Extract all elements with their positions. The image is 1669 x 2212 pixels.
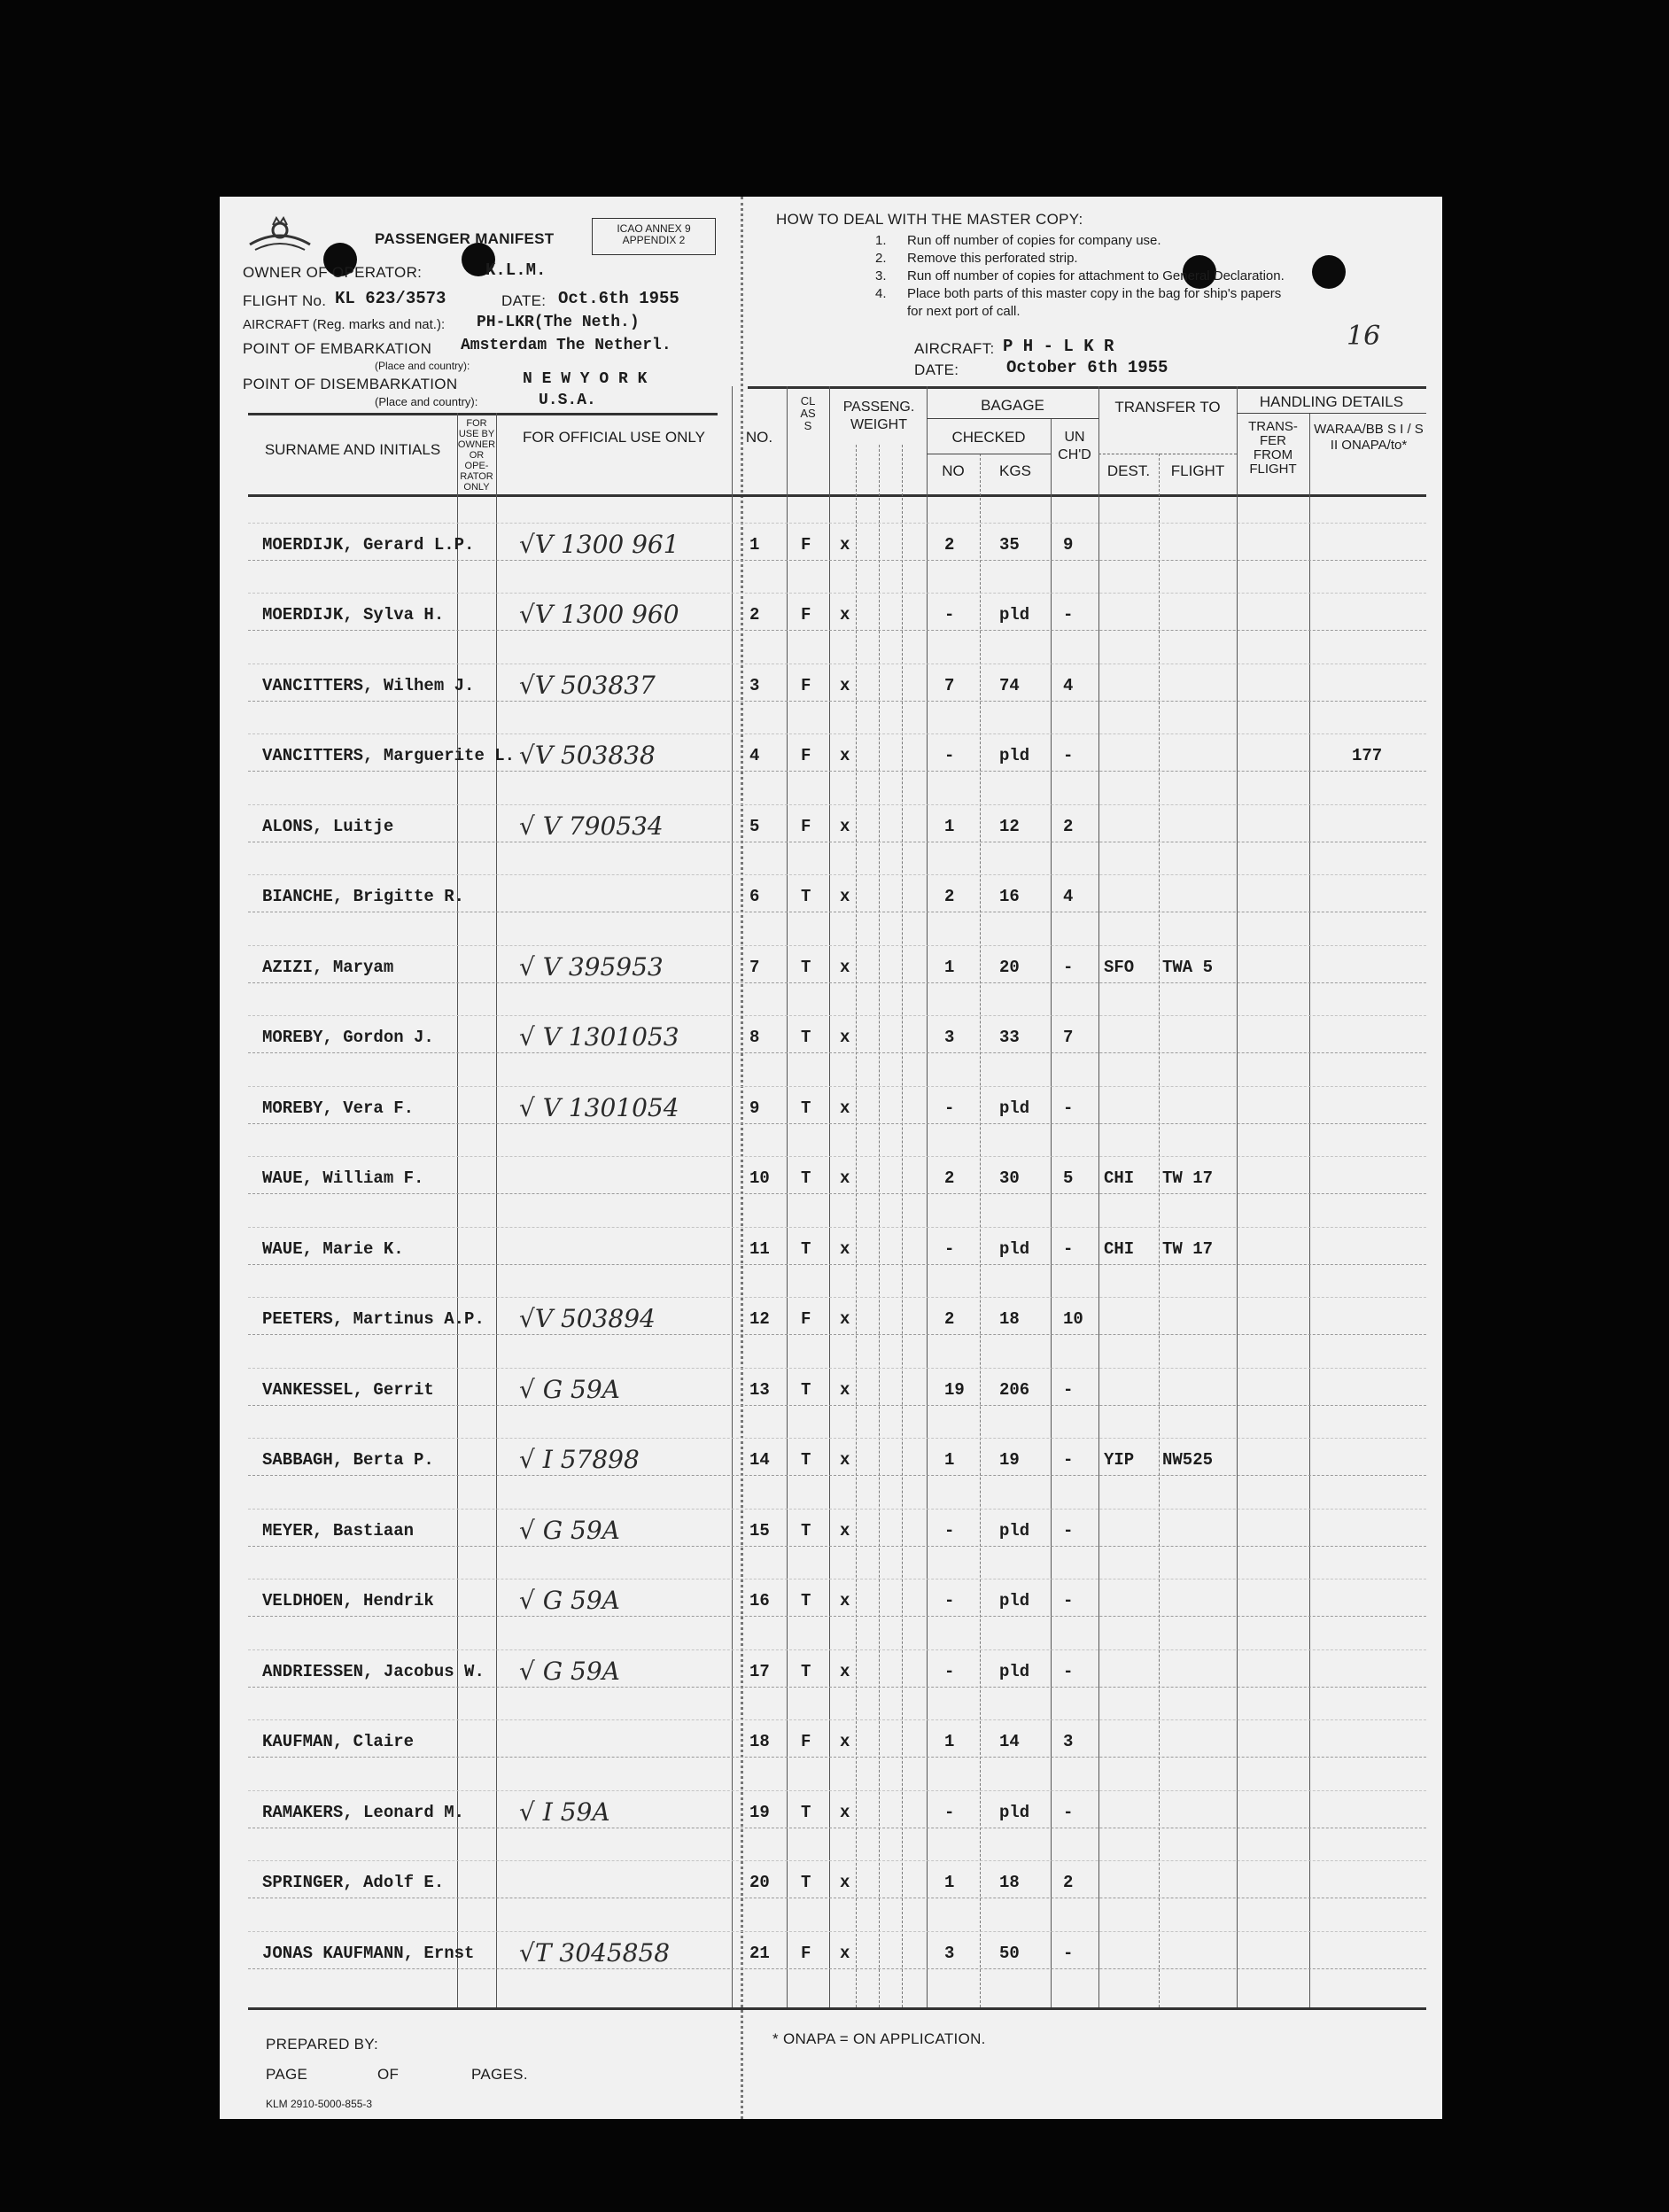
passenger-no: 9: [749, 1098, 760, 1118]
passenger-class: F: [801, 746, 811, 765]
passenger-weight-mark: x: [840, 1802, 850, 1822]
passenger-no: 18: [749, 1732, 770, 1751]
bag-unchecked: 3: [1063, 1732, 1074, 1751]
margin-note: 16: [1347, 321, 1381, 352]
date-label: DATE:: [501, 292, 547, 309]
passenger-weight-mark: x: [840, 1661, 850, 1681]
passenger-name: VANCITTERS, Marguerite L.: [262, 746, 516, 765]
passenger-weight-mark: x: [840, 887, 850, 906]
prepared-label: PREPARED BY:: [266, 2036, 379, 2053]
col-divider: [496, 413, 497, 2007]
instruction-item: 1. Run off number of copies for company use.: [875, 233, 1161, 248]
rule-right-top: [748, 386, 1426, 389]
passenger-no: 3: [749, 675, 760, 695]
passenger-no: 11: [749, 1238, 770, 1259]
bag-kgs: pld: [999, 746, 1030, 765]
disembark-city: N E W Y O R K: [523, 370, 648, 388]
bag-count: -: [944, 746, 955, 765]
onapa-note: * ONAPA = ON APPLICATION.: [772, 2030, 986, 2047]
bag-unchecked: 4: [1063, 675, 1074, 695]
passenger-weight-mark: x: [840, 675, 850, 695]
header-checked-kgs: KGS: [999, 462, 1031, 479]
row-mid-rule: [248, 874, 1426, 875]
passenger-weight-mark: x: [840, 1098, 850, 1118]
row-mid-rule: [248, 1719, 1426, 1720]
bag-count: 7: [944, 675, 955, 695]
rule-left-top: [248, 413, 718, 415]
passenger-weight-mark: x: [840, 1028, 850, 1047]
row-rule: [248, 1616, 1426, 1617]
passenger-no: 12: [749, 1309, 770, 1329]
bag-count: 2: [944, 1168, 955, 1188]
passenger-name: SPRINGER, Adolf E.: [262, 1873, 445, 1892]
official-use-entry: √V 503838: [519, 741, 656, 770]
official-use-entry: √V 1300 961: [519, 529, 679, 559]
bag-count: 3: [944, 1943, 955, 1963]
bag-kgs: pld: [999, 1238, 1030, 1259]
manifest-sheet: [220, 197, 1442, 2119]
bag-kgs: 19: [999, 1450, 1020, 1470]
col-divider: [1159, 454, 1160, 2007]
header-no: NO.: [745, 429, 773, 446]
passenger-name: RAMAKERS, Leonard M.: [262, 1802, 465, 1822]
annex-line2: APPENDIX 2: [622, 234, 686, 246]
form-title: PASSENGER MANIFEST: [375, 230, 555, 247]
header-sub-rule: [927, 418, 1098, 419]
passenger-name: ANDRIESSEN, Jacobus W.: [262, 1661, 485, 1681]
bag-count: -: [944, 1802, 955, 1822]
official-use-entry: √ G 59A: [519, 1586, 620, 1615]
official-use-entry: √V 1300 960: [519, 600, 679, 629]
header-official-use: FOR OFFICIAL USE ONLY: [523, 429, 705, 446]
passenger-class: F: [801, 675, 811, 695]
passenger-class: F: [801, 605, 811, 625]
bag-unchecked: -: [1063, 1238, 1074, 1259]
passenger-no: 21: [749, 1943, 770, 1963]
flight-value: KL 623/3573: [335, 289, 446, 308]
official-use-entry: √ I 59A: [519, 1797, 610, 1827]
official-use-entry: √ V 1301053: [519, 1022, 679, 1052]
disembark-sub: (Place and country):: [375, 395, 478, 408]
bag-count: 1: [944, 1732, 955, 1751]
passenger-class: T: [801, 1450, 811, 1470]
passenger-no: 1: [749, 534, 760, 555]
passenger-no: 5: [749, 816, 760, 836]
passenger-no: 8: [749, 1028, 760, 1047]
header-checked-no: NO: [942, 462, 965, 479]
row-rule: [248, 982, 1426, 983]
bag-count: -: [944, 605, 955, 625]
passenger-weight-mark: x: [840, 1379, 850, 1400]
bag-count: -: [944, 1238, 955, 1259]
pages-label: PAGES.: [471, 2066, 528, 2083]
passenger-no: 2: [749, 605, 760, 625]
transfer-dest: CHI: [1104, 1168, 1135, 1188]
bag-unchecked: 7: [1063, 1028, 1074, 1047]
bag-unchecked: -: [1063, 1802, 1074, 1822]
passenger-weight-mark: x: [840, 534, 850, 555]
bag-count: -: [944, 1591, 955, 1610]
passenger-weight-mark: x: [840, 1520, 850, 1541]
klm-crown-logo: [246, 214, 314, 260]
header-bottom-rule: [248, 494, 1426, 497]
annex-box: [592, 218, 716, 255]
official-use-entry: √ G 59A: [519, 1374, 620, 1404]
header-class: CLASS: [800, 394, 816, 432]
row-rule: [248, 1334, 1426, 1335]
header-weight: PASSENG. WEIGHT: [842, 400, 915, 432]
bag-count: 3: [944, 1028, 955, 1047]
official-use-entry: √ V 1301054: [519, 1092, 679, 1122]
passenger-class: T: [801, 1802, 811, 1822]
transfer-dest: CHI: [1104, 1238, 1135, 1259]
header-transfer: TRANSFER TO: [1114, 399, 1221, 415]
passenger-name: ALONS, Luitje: [262, 816, 394, 836]
row-mid-rule: [248, 804, 1426, 805]
passenger-name: WAUE, Marie K.: [262, 1238, 404, 1259]
passenger-class: T: [801, 1591, 811, 1610]
transfer-flight: TWA 5: [1162, 957, 1214, 977]
row-mid-rule: [248, 1297, 1426, 1298]
row-mid-rule: [248, 1227, 1426, 1228]
punch-hole-4: [1312, 255, 1346, 289]
official-use-entry: √T 3045858: [519, 1937, 671, 1968]
passenger-weight-mark: x: [840, 1873, 850, 1892]
bag-kgs: 18: [999, 1309, 1020, 1329]
bag-kgs: pld: [999, 1098, 1030, 1118]
row-rule: [248, 560, 1426, 561]
bag-count: 1: [944, 1450, 955, 1470]
row-rule: [248, 1687, 1426, 1688]
disembark-label: POINT OF DISEMBARKATION: [243, 376, 458, 392]
form-code: KLM 2910-5000-855-3: [266, 2098, 373, 2110]
bag-kgs: 30: [999, 1168, 1020, 1188]
official-use-entry: √V 503894: [519, 1304, 656, 1333]
passenger-no: 16: [749, 1591, 770, 1610]
header-dest: DEST.: [1106, 462, 1151, 479]
bag-unchecked: -: [1063, 1450, 1074, 1470]
passenger-name: WAUE, William F.: [262, 1168, 424, 1188]
passenger-weight-mark: x: [840, 1591, 850, 1610]
passenger-weight-mark: x: [840, 1450, 850, 1470]
passenger-no: 20: [749, 1873, 770, 1892]
passenger-name: SABBAGH, Berta P.: [262, 1450, 434, 1470]
aircraft-label: AIRCRAFT (Reg. marks and nat.):: [243, 317, 446, 332]
col-divider: [457, 413, 458, 2007]
bag-kgs: pld: [999, 1520, 1030, 1541]
row-mid-rule: [248, 593, 1426, 594]
passenger-weight-mark: x: [840, 605, 850, 625]
header-owner-use: FOR USE BY OWNER OR OPE- RATOR ONLY: [457, 418, 496, 493]
bag-unchecked: -: [1063, 605, 1074, 625]
page-label: PAGE: [266, 2066, 308, 2083]
row-rule: [248, 1757, 1426, 1758]
row-mid-rule: [248, 523, 1426, 524]
embark-label: POINT OF EMBARKATION: [243, 340, 432, 357]
bag-unchecked: -: [1063, 1098, 1074, 1118]
bag-count: 2: [944, 534, 955, 555]
col-divider: [1051, 418, 1052, 2007]
bag-unchecked: 9: [1063, 534, 1074, 555]
transfer-dest: SFO: [1104, 957, 1135, 977]
bag-kgs: pld: [999, 605, 1030, 625]
passenger-no: 13: [749, 1379, 770, 1400]
instructions-title: HOW TO DEAL WITH THE MASTER COPY:: [776, 211, 1083, 228]
passenger-name: MOERDIJK, Gerard L.P.: [262, 534, 475, 555]
bag-unchecked: 10: [1063, 1309, 1083, 1329]
passenger-class: T: [801, 1098, 811, 1118]
transfer-flight: TW 17: [1162, 1238, 1214, 1259]
passenger-name: BIANCHE, Brigitte R.: [262, 887, 465, 906]
passenger-name: KAUFMAN, Claire: [262, 1732, 415, 1751]
instr-date-value: October 6th 1955: [1006, 358, 1168, 377]
table-bottom-rule: [248, 2007, 1426, 2010]
passenger-class: T: [801, 1238, 811, 1259]
header-surname: SURNAME AND INITIALS: [264, 441, 441, 458]
passenger-class: T: [801, 957, 811, 977]
bag-kgs: 14: [999, 1732, 1020, 1751]
passenger-name: MOREBY, Vera F.: [262, 1098, 415, 1118]
transfer-flight: TW 17: [1162, 1168, 1214, 1188]
passenger-class: T: [801, 1379, 811, 1400]
bag-kgs: 50: [999, 1943, 1020, 1963]
passenger-class: T: [801, 1520, 811, 1541]
owner-label: OWNER OF OPERATOR:: [243, 264, 423, 281]
passenger-no: 6: [749, 887, 760, 906]
passenger-no: 15: [749, 1520, 770, 1541]
official-use-entry: √ G 59A: [519, 1656, 620, 1686]
row-mid-rule: [248, 1860, 1426, 1861]
date-value: Oct.6th 1955: [558, 289, 679, 308]
passenger-weight-mark: x: [840, 1168, 850, 1188]
bag-unchecked: -: [1063, 957, 1074, 977]
passenger-name: JONAS KAUFMANN, Ernst: [262, 1943, 475, 1963]
passenger-no: 14: [749, 1450, 770, 1470]
flight-label: FLIGHT No.: [243, 292, 327, 309]
instruction-item: 3. Run off number of copies for attachment to General Declaration.: [875, 268, 1285, 283]
passenger-class: T: [801, 1028, 811, 1047]
official-use-entry: √ G 59A: [519, 1515, 620, 1545]
passenger-name: MOERDIJK, Sylva H.: [262, 605, 445, 625]
row-rule: [248, 701, 1426, 702]
header-handling: HANDLING DETAILS: [1259, 393, 1404, 410]
handling-code: 177: [1352, 746, 1383, 765]
passenger-class: T: [801, 1873, 811, 1892]
row-mid-rule: [248, 1790, 1426, 1791]
official-use-entry: √ I 57898: [519, 1445, 640, 1474]
official-use-entry: √V 503837: [519, 670, 656, 700]
row-rule: [248, 1123, 1426, 1124]
perforation-line: [741, 197, 743, 2119]
bag-kgs: 33: [999, 1028, 1020, 1047]
passenger-class: T: [801, 1661, 811, 1681]
passenger-weight-mark: x: [840, 746, 850, 765]
official-use-entry: √ V 395953: [519, 951, 664, 982]
row-mid-rule: [248, 1156, 1426, 1157]
bag-kgs: pld: [999, 1802, 1030, 1822]
embark-value: Amsterdam The Netherl.: [461, 337, 671, 354]
row-mid-rule: [248, 1649, 1426, 1650]
passenger-class: T: [801, 887, 811, 906]
passenger-no: 4: [749, 746, 760, 765]
bag-kgs: 74: [999, 675, 1020, 695]
passenger-class: F: [801, 1309, 811, 1329]
row-rule: [248, 630, 1426, 631]
passenger-class: F: [801, 1943, 811, 1963]
passenger-class: T: [801, 1168, 811, 1188]
instr-aircraft-value: P H - L K R: [1003, 337, 1114, 356]
transfer-flight: NW525: [1162, 1450, 1214, 1470]
bag-unchecked: -: [1063, 1520, 1074, 1541]
row-rule: [248, 1052, 1426, 1053]
passenger-no: 10: [749, 1168, 770, 1188]
row-mid-rule: [248, 1086, 1426, 1087]
col-divider: [1309, 413, 1310, 2007]
instr-date-label: DATE:: [914, 361, 959, 378]
disembark-country: U.S.A.: [539, 392, 596, 409]
bag-unchecked: -: [1063, 1591, 1074, 1610]
header-bagage: BAGAGE: [981, 397, 1044, 414]
header-transfer-from: TRANS- FER FROM FLIGHT: [1248, 419, 1298, 477]
row-mid-rule: [248, 1931, 1426, 1932]
bag-unchecked: 4: [1063, 887, 1074, 906]
row-mid-rule: [248, 945, 1426, 946]
bag-kgs: 20: [999, 957, 1020, 977]
row-rule: [248, 1546, 1426, 1547]
row-mid-rule: [248, 1438, 1426, 1439]
header-unchd: UN CH'D: [1058, 430, 1091, 462]
passenger-name: VANCITTERS, Wilhem J.: [262, 675, 475, 695]
row-rule: [248, 771, 1426, 772]
row-mid-rule: [248, 733, 1426, 734]
passenger-class: F: [801, 816, 811, 836]
instruction-item: 2. Remove this perforated strip.: [875, 251, 1078, 266]
of-label: OF: [377, 2066, 400, 2083]
passenger-class: F: [801, 534, 811, 555]
bag-unchecked: 2: [1063, 816, 1074, 836]
passenger-no: 17: [749, 1661, 770, 1681]
bag-count: 1: [944, 957, 955, 977]
header-checked: CHECKED: [951, 429, 1026, 446]
passenger-name: VANKESSEL, Gerrit: [262, 1379, 434, 1400]
passenger-name: MEYER, Bastiaan: [262, 1520, 415, 1541]
passenger-weight-mark: x: [840, 1309, 850, 1329]
col-divider: [980, 454, 981, 2007]
transfer-dest: YIP: [1104, 1450, 1135, 1470]
embark-sub: (Place and country):: [375, 360, 470, 372]
bag-kgs: 206: [999, 1379, 1030, 1400]
passenger-class: F: [801, 1732, 811, 1751]
bag-count: 19: [944, 1379, 965, 1400]
bag-kgs: 18: [999, 1873, 1020, 1892]
instruction-item: for next port of call.: [907, 304, 1021, 319]
annex-line1: ICAO ANNEX 9: [617, 222, 691, 235]
row-mid-rule: [248, 1368, 1426, 1369]
bag-count: -: [944, 1520, 955, 1541]
bag-kgs: 12: [999, 816, 1020, 836]
bag-unchecked: -: [1063, 1661, 1074, 1681]
bag-count: -: [944, 1098, 955, 1118]
bag-unchecked: 5: [1063, 1168, 1074, 1188]
row-mid-rule: [248, 1015, 1426, 1016]
row-rule: [248, 1968, 1426, 1969]
bag-count: 1: [944, 1873, 955, 1892]
instructions-list: [875, 232, 1285, 321]
passenger-name: VELDHOEN, Hendrik: [262, 1591, 434, 1610]
row-rule: [248, 1264, 1426, 1265]
passenger-no: 19: [749, 1802, 770, 1822]
header-waraa: WARAA/BB S I / S II ONAPA/to*: [1314, 422, 1424, 453]
bag-unchecked: 2: [1063, 1873, 1074, 1892]
bag-count: 2: [944, 887, 955, 906]
instr-aircraft-label: AIRCRAFT:: [914, 340, 995, 357]
passenger-name: MOREBY, Gordon J.: [262, 1028, 434, 1047]
official-use-entry: √ V 790534: [519, 811, 664, 841]
passenger-weight-mark: x: [840, 957, 850, 977]
bag-kgs: pld: [999, 1661, 1030, 1681]
bag-unchecked: -: [1063, 1379, 1074, 1400]
passenger-weight-mark: x: [840, 1238, 850, 1259]
bag-unchecked: -: [1063, 1943, 1074, 1963]
header-flight: FLIGHT: [1170, 462, 1225, 479]
passenger-name: PEETERS, Martinus A.P.: [262, 1309, 485, 1329]
bag-kgs: 16: [999, 887, 1020, 906]
passenger-no: 7: [749, 957, 760, 977]
passenger-name: AZIZI, Maryam: [262, 957, 394, 977]
passenger-weight-mark: x: [840, 1732, 850, 1751]
bag-unchecked: -: [1063, 746, 1074, 765]
passenger-weight-mark: x: [840, 1943, 850, 1963]
bag-count: 1: [944, 816, 955, 836]
passenger-weight-mark: x: [840, 816, 850, 836]
bag-count: -: [944, 1661, 955, 1681]
aircraft-value: PH-LKR(The Neth.): [477, 314, 640, 331]
row-rule: [248, 1475, 1426, 1476]
row-rule: [248, 1193, 1426, 1194]
row-mid-rule: [248, 1509, 1426, 1510]
bag-kgs: pld: [999, 1591, 1030, 1610]
row-rule: [248, 1405, 1426, 1406]
header-sub-rule: [1237, 413, 1426, 414]
bag-count: 2: [944, 1309, 955, 1329]
instruction-item: 4. Place both parts of this master copy in the bag for ship's papers: [875, 286, 1282, 301]
owner-value: K.L.M.: [485, 260, 547, 280]
bag-kgs: 35: [999, 534, 1020, 555]
